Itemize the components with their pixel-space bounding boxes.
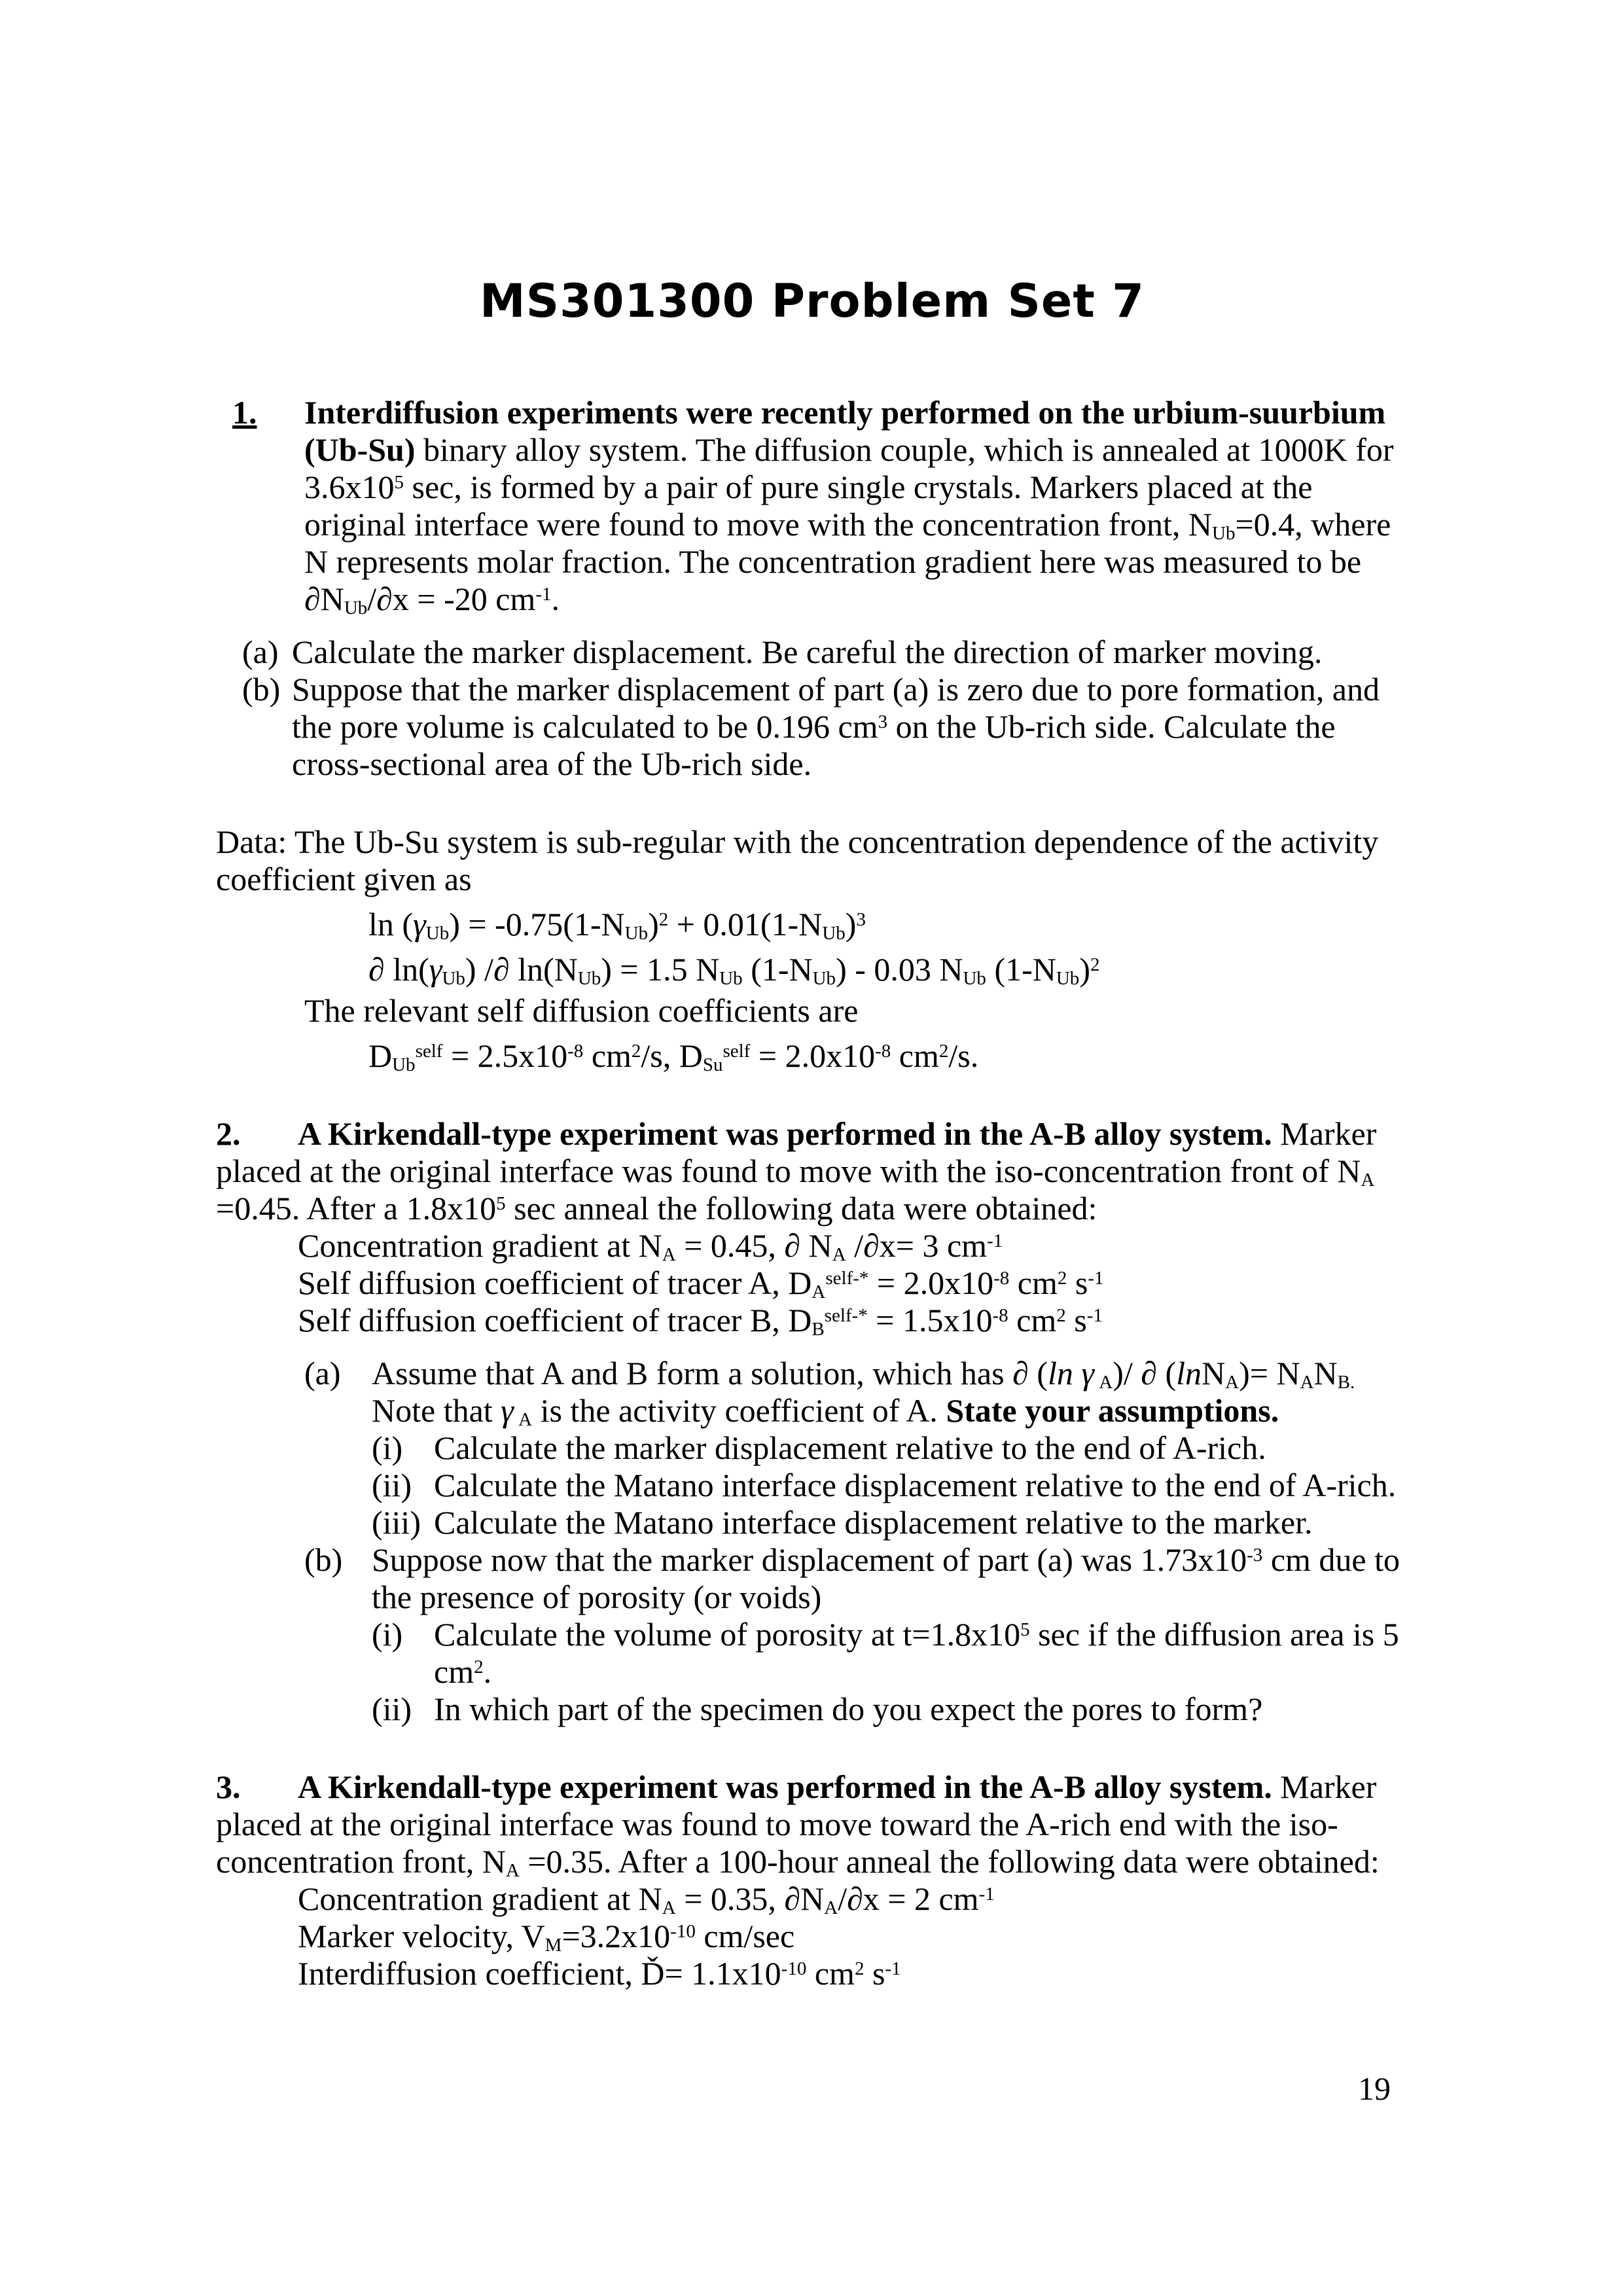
text-run: cm/sec [695, 1918, 795, 1954]
problem-2-data-2 [298, 1265, 1408, 1302]
text-run: N [1202, 1355, 1226, 1391]
self-diffusion-intro [304, 992, 1408, 1030]
text-run: Suppose now that the marker displacement of part (a) was 1.73x10 [372, 1541, 1247, 1578]
document-body [216, 274, 1408, 1992]
problem-2-item-a-i [216, 1429, 1408, 1467]
text-run: A [824, 1897, 838, 1919]
text-run: -1 [1086, 1304, 1103, 1326]
problem-1-item-a [216, 634, 1408, 671]
text-run: ) = -0.75(1-N [449, 906, 625, 942]
text-run: (1-N [986, 951, 1056, 988]
problem-2-item-a-ii [216, 1467, 1408, 1504]
text-run: cm [583, 1037, 632, 1074]
text-run: ln [1176, 1355, 1202, 1391]
text-run: 2 [631, 1040, 641, 1062]
text-run: is the activity coefficient of A. [532, 1392, 946, 1429]
text-run: Ub [624, 923, 649, 944]
text-run: -8 [992, 1304, 1008, 1326]
text-run: A [1225, 1372, 1240, 1393]
text-run: ln ( [368, 906, 414, 942]
text-run: -8 [567, 1040, 584, 1062]
text-run: 2 [1056, 1304, 1066, 1326]
text-run: A [662, 1244, 676, 1266]
text-run: = 2.0x10 [750, 1037, 876, 1074]
problem-3-heading-marker: 3. [216, 1768, 241, 1805]
text-run: Ub [392, 1054, 416, 1076]
text-run: -1 [987, 1230, 1003, 1251]
text-run: /s, D [641, 1037, 703, 1074]
text-run: cm due to the presence of porosity (or voids) [372, 1541, 1400, 1615]
text-run: A [1300, 1372, 1314, 1393]
text-run: The relevant self diffusion coefficients are [304, 992, 859, 1029]
text-run: γ [413, 906, 426, 942]
problem-2-item-a-ii-marker: (ii) [372, 1467, 412, 1503]
text-run: Calculate the Matano interface displacement relative to the end of A-rich. [434, 1467, 1397, 1503]
text-run: Assume that A and B form a solution, which has ∂ ( [372, 1355, 1048, 1391]
problem-2-item-b-i-marker: (i) [372, 1616, 403, 1653]
problem-2-item-b-marker: (b) [304, 1541, 343, 1578]
text-run: A Kirkendall-type experiment was performed in the A-B alloy system. [298, 1768, 1272, 1805]
text-run: Ub [812, 968, 836, 990]
text-run: =0.4, where N represents molar fraction. The concentration gradient here was measured to be ∂N [304, 506, 1391, 617]
text-run: Calculate the marker displacement relative to the end of A-rich. [434, 1429, 1266, 1466]
text-run: Data: The Ub-Su system is sub-regular with the concentration dependence of the activity coefficient given as [216, 823, 1379, 897]
text-run: D [368, 1037, 393, 1074]
problem-1-heading-marker: 1. [232, 394, 257, 431]
text-run: cm [806, 1955, 855, 1992]
text-run: Calculate the marker displacement. Be careful the direction of marker moving. [292, 634, 1323, 670]
text-run: ) [1079, 951, 1090, 988]
text-run: Su [702, 1054, 723, 1076]
text-run: -1 [535, 583, 552, 605]
text-run: self [722, 1040, 751, 1062]
text-run: A [513, 1409, 533, 1431]
text-run: In which part of the specimen do you expect the pores to form? [434, 1691, 1263, 1727]
text-run: -3 [1247, 1544, 1263, 1566]
text-run: γ [1081, 1355, 1095, 1391]
text-run: = 1.5x10 [867, 1302, 993, 1338]
text-run: )/ ∂ ( [1113, 1355, 1177, 1391]
text-run: 5 [1020, 1619, 1030, 1640]
text-run: self-* [824, 1304, 868, 1326]
text-run: 5 [496, 1193, 506, 1214]
text-run: s [1065, 1302, 1087, 1338]
text-run: A [505, 1860, 520, 1882]
text-run: ln [1047, 1355, 1082, 1391]
text-run: Calculate the Matano interface displacement relative to the marker. [434, 1504, 1313, 1541]
text-run: Note that [372, 1392, 501, 1429]
text-run: cm [891, 1037, 939, 1074]
text-run: A Kirkendall-type experiment was performed in the A-B alloy system. [298, 1115, 1272, 1152]
text-run: 2 [854, 1958, 865, 1979]
page-number: 19 [1358, 2070, 1391, 2107]
problem-2-item-b-i [216, 1616, 1408, 1691]
text-run: 2 [1057, 1267, 1067, 1289]
problem-2-item-b-ii [216, 1691, 1408, 1728]
text-run: . [551, 581, 560, 617]
text-run: sec if the diffusion area is 5 cm [434, 1616, 1399, 1690]
problem-3-data-2 [298, 1918, 1408, 1955]
text-run: ) [648, 906, 659, 942]
text-run: = 0.45, ∂ N [675, 1227, 832, 1264]
text-run: 2 [658, 908, 669, 930]
problem-3-data-1 [298, 1880, 1408, 1918]
self-diffusion-values [368, 1037, 1408, 1075]
problem-2-data-1 [298, 1227, 1408, 1265]
text-run: ) - 0.03 N [836, 951, 963, 988]
text-run: Self diffusion coefficient of tracer A, D [298, 1265, 812, 1301]
text-run: /∂x= 3 cm [846, 1227, 988, 1264]
problem-2-item-b-ii-marker: (ii) [372, 1691, 412, 1727]
text-run: γ [429, 951, 442, 988]
text-run: cm [1008, 1302, 1057, 1338]
problem-2-heading [216, 1115, 1408, 1227]
text-run: γ [501, 1392, 514, 1429]
problem-3-heading [216, 1768, 1408, 1880]
text-run: Marker velocity, V [298, 1918, 545, 1954]
text-run: Interdiffusion coefficient, Ď= 1.1x10 [298, 1955, 781, 1992]
text-run: Ub [1212, 523, 1236, 545]
text-run: = 2.5x10 [442, 1037, 568, 1074]
text-run: 5 [394, 471, 404, 493]
text-run: A [832, 1244, 846, 1266]
text-run: /∂x = 2 cm [838, 1880, 979, 1917]
text-run: sec, is formed by a pair of pure single crystals. Markers placed at the original interface were found to move with the concentration front, N [304, 469, 1313, 543]
text-run: -10 [670, 1920, 696, 1942]
text-run: + 0.01(1-N [668, 906, 823, 942]
text-run: M [544, 1935, 562, 1956]
text-run: Ub [719, 968, 743, 990]
text-run: A [812, 1282, 826, 1303]
problem-3-data-3 [298, 1955, 1408, 1992]
text-run: Ub [425, 923, 450, 944]
problem-2-item-a-i-marker: (i) [372, 1429, 403, 1466]
text-run: -1 [978, 1883, 995, 1905]
text-run: )= N [1239, 1355, 1300, 1391]
equation-activity-coefficient [368, 906, 1408, 943]
problem-2-item-a [216, 1355, 1408, 1429]
text-run: binary alloy system. The diffusion couple, which is annealed at 1000K for 3.6x10 [304, 431, 1394, 505]
problem-2-item-b [216, 1541, 1408, 1616]
text-run: -8 [993, 1267, 1010, 1289]
equation-derivative [368, 951, 1408, 988]
text-run: (1-N [742, 951, 813, 988]
text-run: Ub [963, 968, 986, 990]
text-run: 2 [1090, 954, 1100, 975]
text-run: Ub [822, 923, 846, 944]
text-run: =0.35. After a 100-hour anneal the following data were obtained: [519, 1843, 1380, 1880]
text-run: Ub [577, 968, 601, 990]
text-run: B [812, 1319, 825, 1340]
text-run: self [415, 1040, 443, 1062]
data-paragraph [216, 823, 1408, 898]
problem-1-heading [216, 394, 1408, 618]
text-run: 2 [938, 1040, 949, 1062]
text-run: = 0.35, ∂N [675, 1880, 825, 1917]
problem-1-item-b-marker: (b) [242, 671, 281, 708]
text-run: A [1094, 1372, 1113, 1393]
problem-1-item-a-marker: (a) [242, 634, 279, 670]
text-run: self-* [825, 1267, 869, 1289]
text-run: =0.45. After a 1.8x10 [216, 1190, 497, 1227]
text-run: -10 [781, 1958, 807, 1979]
text-run: Interdiffusion experiments were recently performed on the urbium-suurbium (Ub-Su) [304, 394, 1386, 468]
text-run: Ub [344, 598, 368, 619]
text-run: ) [845, 906, 857, 942]
problem-1-item-b [216, 671, 1408, 783]
text-run: cm [1009, 1265, 1058, 1301]
text-run: -1 [885, 1958, 901, 1979]
text-run: Concentration gradient at N [298, 1227, 662, 1264]
text-run: B. [1337, 1372, 1355, 1393]
text-run: ∂ ln( [368, 951, 429, 988]
problem-2-item-a-marker: (a) [304, 1355, 341, 1391]
text-run: sec anneal the following data were obtained: [505, 1190, 1097, 1227]
text-run: Marker placed at the original interface was found to move toward the A-rich end with the iso-concentration front, N [216, 1768, 1377, 1880]
text-run: s [864, 1955, 885, 1992]
text-run: Concentration gradient at N [298, 1880, 662, 1917]
text-run: 2 [474, 1656, 484, 1677]
problem-2-data-3 [298, 1302, 1408, 1339]
problem-2-item-a-iii-marker: (iii) [372, 1504, 421, 1541]
problem-2-heading-marker: 2. [216, 1115, 241, 1152]
text-run: State your assumptions. [946, 1392, 1279, 1429]
text-run: s [1067, 1265, 1088, 1301]
text-run: Marker placed at the original interface was found to move with the iso-concentration front of N [216, 1115, 1377, 1189]
text-run: A [662, 1897, 676, 1919]
text-run: ) = 1.5 N [601, 951, 720, 988]
text-run: . [483, 1653, 492, 1690]
text-run: Self diffusion coefficient of tracer B, D [298, 1302, 812, 1338]
text-run: Calculate the volume of porosity at t=1.8x10 [434, 1616, 1021, 1653]
text-run: 3 [856, 908, 866, 930]
page-title: MS301300 Problem Set 7 [480, 274, 1145, 328]
text-run: 3 [878, 711, 888, 732]
text-run: = 2.0x10 [868, 1265, 994, 1301]
text-run: Suppose that the marker displacement of part (a) is zero due to pore formation, and the pore volume is calculated to be 0.196 cm [292, 671, 1380, 745]
text-run: /s. [948, 1037, 979, 1074]
text-run: on the Ub-rich side. Calculate the cross-sectional area of the Ub-rich side. [292, 708, 1336, 782]
text-run: N [1313, 1355, 1338, 1391]
text-run: ) /∂ ln(N [465, 951, 578, 988]
text-run: -8 [875, 1040, 891, 1062]
text-run: -1 [1088, 1267, 1104, 1289]
text-run: /∂x = -20 cm [367, 581, 536, 617]
text-run: =3.2x10 [562, 1918, 671, 1954]
text-run: Ub [442, 968, 465, 990]
text-run: A [1361, 1170, 1375, 1191]
text-run: Ub [1056, 968, 1080, 990]
problem-2-item-a-iii [216, 1504, 1408, 1541]
